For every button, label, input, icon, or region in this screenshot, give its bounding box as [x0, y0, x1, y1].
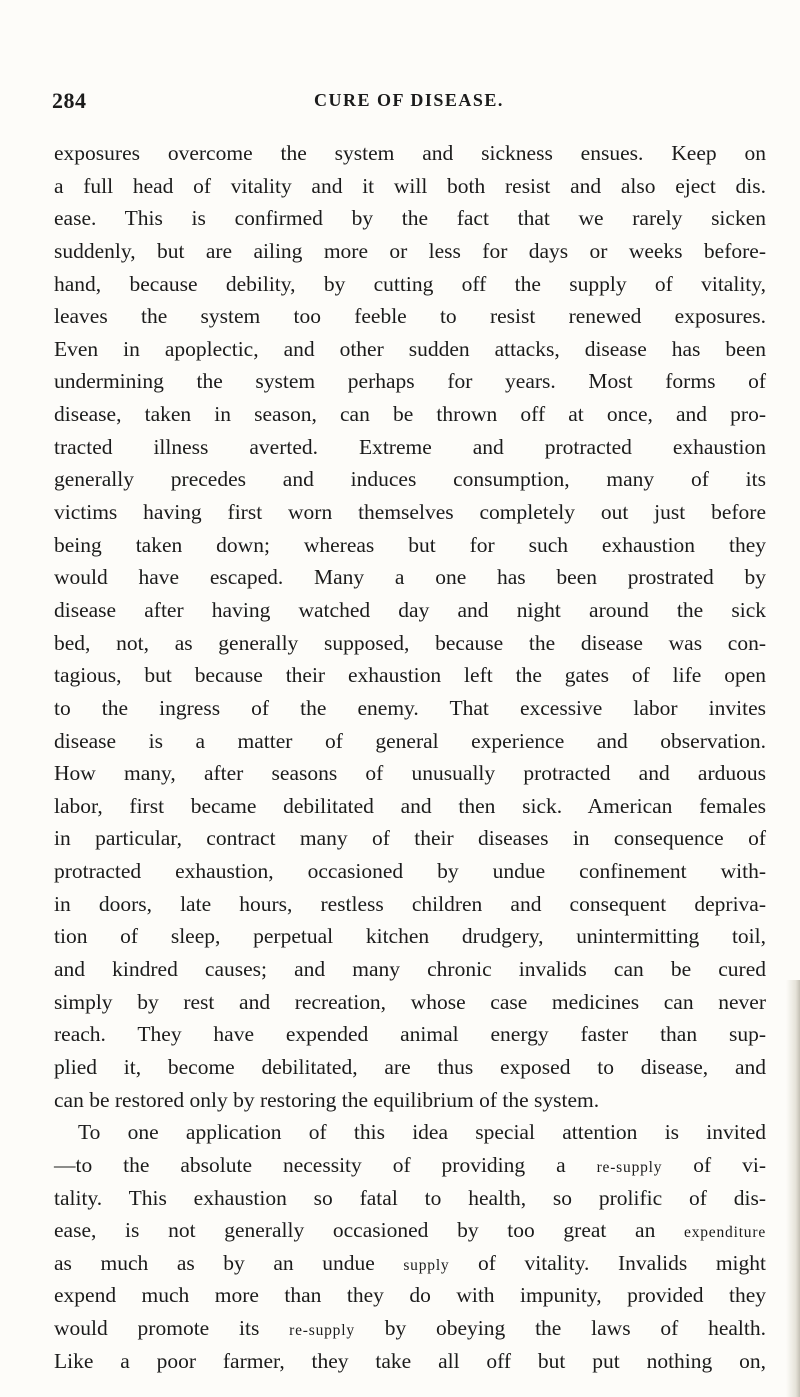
- text-line: undermining the system perhaps for years. Most forms of: [54, 369, 766, 394]
- text-run: ease, is not generally occasioned by too great an: [54, 1218, 685, 1243]
- text-line: [54, 1214, 766, 1247]
- small-caps-term: re-supply: [289, 1322, 355, 1340]
- text-line: tracted illness averted. Extreme and protracted exhaustion: [54, 434, 766, 459]
- text-run: —to the absolute necessity of providing a: [54, 1152, 597, 1177]
- text-line: disease is a matter of general experience and observation.: [54, 728, 766, 753]
- text-line: suddenly, but are ailing more or less for days or weeks before-: [54, 238, 766, 263]
- text-line: in particular, contract many of their diseases in consequence of: [54, 826, 766, 851]
- text-line: would have escaped. Many a one has been prostrated by: [54, 565, 766, 590]
- text-run: by obeying the laws of health.: [354, 1316, 766, 1341]
- text-line: labor, first became debilitated and then sick. American females: [54, 793, 766, 818]
- text-line: plied it, become debilitated, are thus exposed to disease, and: [54, 1054, 766, 1079]
- text-line: tality. This exhaustion so fatal to health, so prolific of dis-: [54, 1185, 766, 1210]
- text-line: being taken down; whereas but for such exhaustion they: [54, 532, 766, 557]
- text-line: bed, not, as generally supposed, because the disease was con-: [54, 630, 766, 655]
- paragraph-start-line: To one application of this idea special attention is invited: [78, 1120, 766, 1145]
- text-line: [54, 1312, 766, 1345]
- text-line: in doors, late hours, restless children and consequent depriva-: [54, 891, 766, 916]
- text-line: hand, because debility, by cutting off the supply of vitality,: [54, 271, 766, 296]
- text-line: and kindred causes; and many chronic invalids can be cured: [54, 957, 766, 982]
- body-text: [54, 137, 766, 1377]
- text-line: exposures overcome the system and sickness ensues. Keep on: [54, 141, 766, 165]
- text-line: protracted exhaustion, occasioned by undue confinement with-: [54, 859, 766, 884]
- running-head: [52, 88, 764, 114]
- text-line: Even in apoplectic, and other sudden attacks, disease has been: [54, 336, 766, 361]
- text-line: generally precedes and induces consumption, many of its: [54, 467, 766, 492]
- text-line: [54, 1149, 766, 1182]
- text-line: ease. This is confirmed by the fact that we rarely sicken: [54, 206, 766, 231]
- text-line: leaves the system too feeble to resist renewed exposures.: [54, 304, 766, 329]
- text-line: victims having first worn themselves completely out just before: [54, 500, 766, 525]
- text-line: disease after having watched day and night around the sick: [54, 597, 766, 622]
- small-caps-term: supply: [403, 1256, 450, 1274]
- text-line: [54, 1247, 766, 1280]
- text-line: tagious, but because their exhaustion left the gates of life open: [54, 663, 766, 688]
- text-line: simply by rest and recreation, whose case medicines can never: [54, 989, 766, 1014]
- page-number: 284: [52, 88, 87, 113]
- text-line: tion of sleep, perpetual kitchen drudgery, unintermitting toil,: [54, 924, 766, 949]
- page-edge-shadow: [786, 980, 800, 1397]
- text-line: a full head of vitality and it will both resist and also eject dis.: [54, 173, 766, 198]
- small-caps-term: re-supply: [596, 1158, 663, 1176]
- text-line: Like a poor farmer, they take all off but put nothing on,: [54, 1348, 766, 1373]
- text-run: of vi-: [662, 1152, 766, 1177]
- text-line: expend much more than they do with impunity, provided they: [54, 1283, 766, 1308]
- text-line: reach. They have expended animal energy faster than sup-: [54, 1022, 766, 1047]
- chapter-title: CURE OF DISEASE.: [314, 90, 504, 110]
- text-line: to the ingress of the enemy. That excessive labor invites: [54, 695, 766, 720]
- text-line: disease, taken in season, can be thrown off at once, and pro-: [54, 402, 766, 427]
- small-caps-term: expenditure: [684, 1224, 766, 1242]
- text-line: How many, after seasons of unusually protracted and arduous: [54, 761, 766, 786]
- text-run: as much as by an undue: [54, 1250, 404, 1275]
- text-run: of vitality. Invalids might: [449, 1250, 766, 1275]
- paragraph-end-line: can be restored only by restoring the equilibrium of the system.: [54, 1087, 600, 1112]
- text-run: would promote its: [54, 1316, 290, 1341]
